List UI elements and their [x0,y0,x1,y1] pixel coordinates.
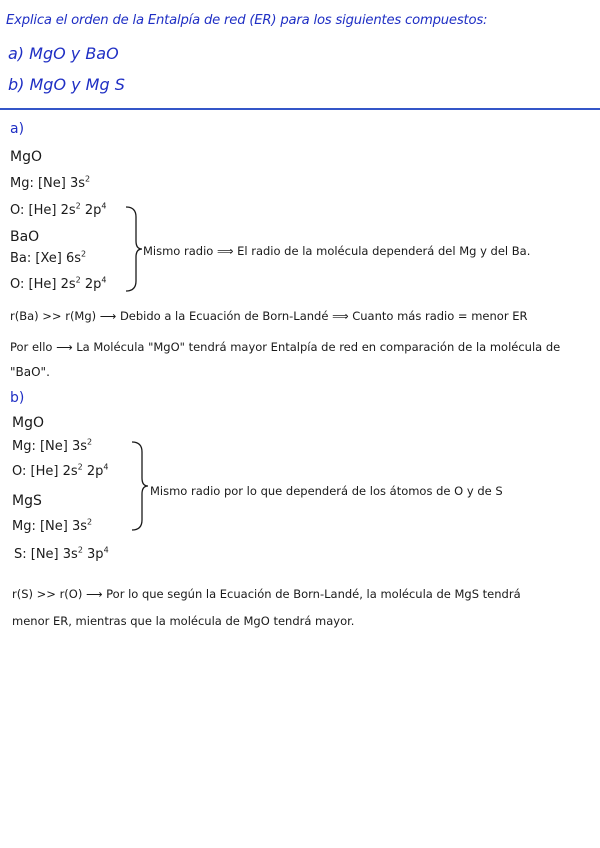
a-mg-config: Mg: [Ne] $3s^2$ [10,174,91,191]
a-conclusion-line-2: "BaO". [10,365,50,379]
b-conclusion: menor ER, mientras que la molécula de MgO tendrá mayor. [12,614,355,628]
header-divider [0,108,600,110]
b-mg-config-1: Mg: [Ne] $3s^2$ [12,437,93,454]
a-conclusion-line-1: Por ello ⟶ La Molécula "MgO" tendrá mayor Entalpía de red en comparación de la molécula de [10,340,561,354]
part-a-label: a) [10,121,25,137]
b-compound-mgo: MgO [12,415,44,431]
a-radius-comparison: r(Ba) >> r(Mg) ⟶ Debido a la Ecuación de Born-Landé ⟹ Cuanto más radio = menor ER [10,309,528,323]
question-item-a: a) MgO y BaO [8,44,119,63]
b-mg-config-2: Mg: [Ne] $3s^2$ [12,517,93,534]
question-item-b: b) MgO y Mg S [8,75,125,94]
a-ba-config: Ba: [Xe] $6s^2$ [10,249,87,266]
b-brace-note: Mismo radio por lo que dependerá de los átomos de O y de S [150,484,503,498]
a-curly-brace [122,205,144,293]
a-compound-mgo: MgO [10,149,42,165]
a-o-config-1: O: [He] $2s^2$ $2p^4$ [10,201,107,218]
part-b-label: b) [10,390,25,406]
b-compound-mgs: MgS [12,493,42,509]
b-radius-comparison: r(S) >> r(O) ⟶ Por lo que según la Ecuación de Born-Landé, la molécula de MgS tendrá [12,587,521,601]
a-brace-note: Mismo radio ⟹ El radio de la molécula dependerá del Mg y del Ba. [143,244,531,258]
b-curly-brace [128,440,150,532]
a-o-config-2: O: [He] $2s^2$ $2p^4$ [10,275,107,292]
question-title: Explica el orden de la Entalpía de red (ER) para los siguientes compuestos: [6,13,488,28]
a-compound-bao: BaO [10,229,40,245]
b-o-config: O: [He] $2s^2$ $2p^4$ [12,462,109,479]
b-s-config: S: [Ne] $3s^2$ $3p^4$ [14,545,109,562]
